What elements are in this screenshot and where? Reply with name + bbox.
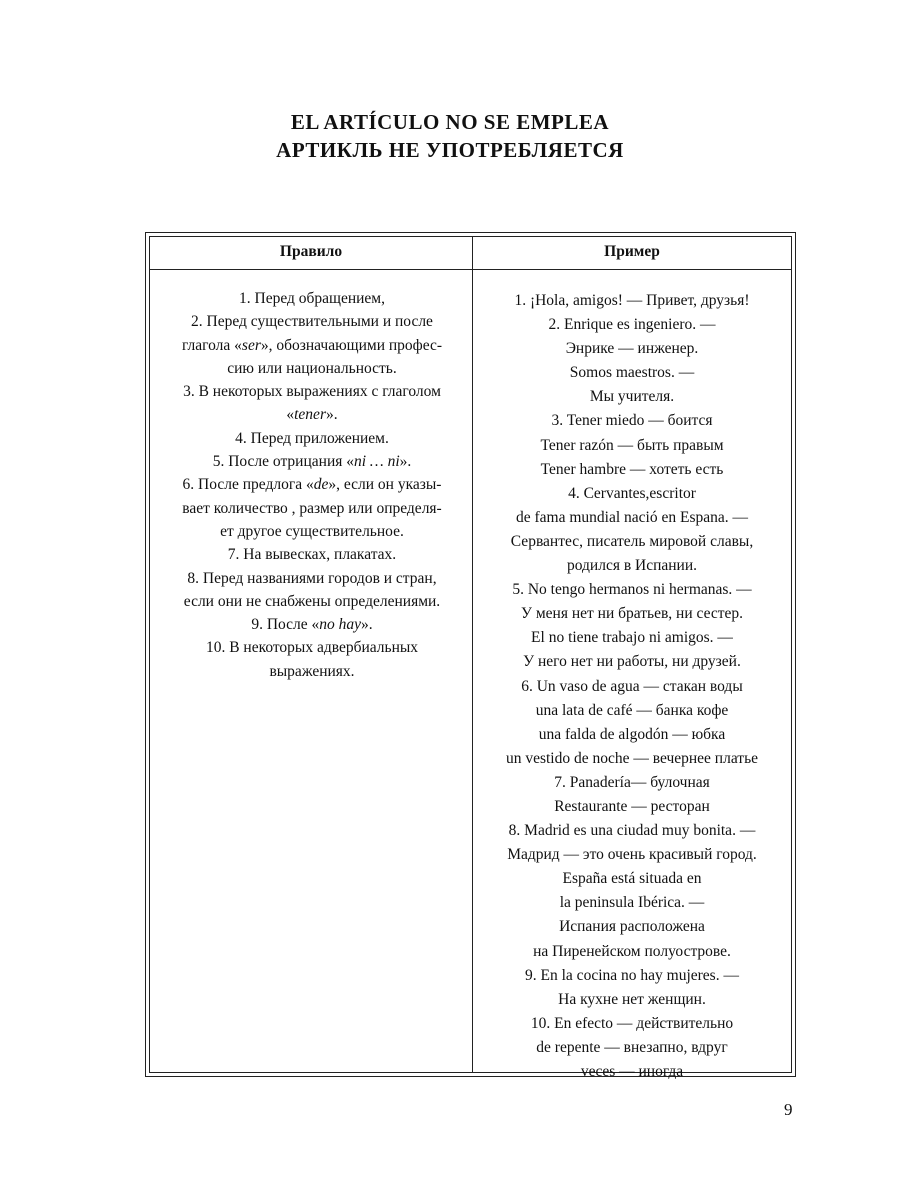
- header-divider: [150, 269, 791, 270]
- example-line: la peninsula Ibérica. —: [559, 894, 705, 912]
- rule-text: ».: [361, 616, 373, 634]
- example-line: 6. Un vaso de agua — стакан воды: [521, 677, 743, 695]
- column-divider: [472, 237, 473, 1072]
- example-line: veces — иногда: [580, 1063, 684, 1080]
- example-line: Tener razón — быть правым: [540, 436, 724, 454]
- example-line: de repente — внезапно, вдруг: [536, 1038, 728, 1056]
- title-russian: АРТИКЛЬ НЕ УПОТРЕБЛЯЕТСЯ: [276, 138, 624, 162]
- examples-column: [475, 289, 789, 1084]
- example-line: 7. Panadería— булочная: [554, 773, 710, 791]
- rule-line: 1. Перед обращением,: [239, 290, 385, 307]
- example-line: 1. ¡Hola, amigos! — Привет, друзья!: [514, 292, 750, 309]
- rule-text: «: [286, 406, 295, 424]
- example-line: Энрике — инженер.: [565, 340, 699, 358]
- rule-line: 3. В некоторых выражениях с глаголом: [183, 383, 441, 401]
- example-line: 3. Tener miedo — боится: [551, 412, 713, 430]
- example-line: 8. Madrid es una ciudad muy bonita. —: [508, 822, 756, 840]
- example-line: 10. En efecto — действительно: [530, 1014, 734, 1032]
- rule-line: [154, 450, 470, 473]
- rule-line: [154, 473, 470, 496]
- example-line: Somos maestros. —: [569, 364, 695, 382]
- rule-line: 7. На вывесках, плакатах.: [227, 546, 397, 564]
- example-line: 9. En la cocina no hay mujeres. —: [525, 966, 739, 984]
- example-line: На кухне нет женщин.: [558, 990, 706, 1008]
- rule-term: de: [313, 476, 329, 494]
- example-line: 2. Enrique es ingeniero. —: [548, 316, 716, 334]
- rule-text: », обозначающими профес-: [260, 336, 443, 354]
- rules-table-inner-border: [149, 236, 792, 1080]
- rule-term: ni … ni: [354, 453, 400, 471]
- header-rule: Правило: [279, 243, 343, 260]
- title-spanish: EL ARTÍCULO NO SE EMPLEA: [290, 110, 610, 134]
- example-line: родился в Испании.: [566, 557, 698, 575]
- header-example: Пример: [604, 243, 660, 260]
- rule-term: no hay: [319, 616, 362, 634]
- rule-line: 8. Перед названиями городов и стран,: [187, 569, 437, 587]
- example-line: Мы учителя.: [589, 388, 675, 406]
- rule-text: ».: [325, 406, 338, 424]
- example-line: una lata de café — банка кофе: [535, 701, 729, 719]
- rule-term: ser: [241, 336, 261, 354]
- rule-line: сию или национальность.: [227, 359, 397, 377]
- example-line: Испания расположена: [559, 918, 705, 936]
- example-line: У него нет ни работы, ни друзей.: [523, 653, 741, 671]
- rule-line: если они не снабжены определениями.: [183, 592, 441, 610]
- page-number: 9: [784, 1100, 793, 1119]
- rule-line: 2. Перед существительными и после: [191, 313, 433, 331]
- rule-line: вает количество , размер или определя-: [182, 499, 442, 517]
- rule-line: [154, 403, 470, 426]
- page-title: [0, 108, 900, 164]
- rule-line: [154, 613, 470, 636]
- rule-line: ет другое существительное.: [220, 522, 404, 540]
- example-line: У меня нет ни братьев, ни сестер.: [521, 605, 743, 623]
- example-line: una falda de algodón — юбка: [538, 725, 726, 743]
- example-line: un vestido de noche — вечернее платье: [505, 749, 759, 767]
- rule-term: tener: [294, 406, 326, 424]
- rule-line: 10. В некоторых адвербиальных: [205, 639, 419, 657]
- example-line: El no tiene trabajo ni amigos. —: [531, 629, 733, 647]
- rule-text: 5. После отрицания «: [212, 453, 354, 471]
- rule-text: ».: [399, 453, 412, 471]
- rule-text: 6. После предлога «: [182, 476, 314, 494]
- rules-table: [145, 232, 796, 1080]
- rule-text: », если он указы-: [328, 476, 442, 494]
- rule-line: 4. Перед приложением.: [235, 429, 389, 447]
- example-line: Сервантес, писатель мировой славы,: [510, 532, 754, 550]
- rule-text: глагола «: [181, 336, 242, 354]
- example-line: 4. Cervantes,escritor: [568, 484, 696, 502]
- rules-column: [154, 287, 470, 683]
- example-line: на Пиренейском полуострове.: [533, 942, 731, 960]
- example-line: Tener hambre — хотеть есть: [540, 460, 724, 478]
- rule-line: [154, 334, 470, 357]
- example-line: Мадрид — это очень красивый город.: [507, 846, 757, 864]
- rule-line: выражениях.: [269, 662, 355, 680]
- example-line: de fama mundial nació en Espana. —: [516, 508, 748, 526]
- example-line: Restaurante — ресторан: [554, 797, 710, 815]
- example-line: España está situada en: [562, 870, 702, 888]
- example-line: 5. No tengo hermanos ni hermanas. —: [512, 581, 752, 599]
- rule-text: 9. После «: [251, 616, 320, 634]
